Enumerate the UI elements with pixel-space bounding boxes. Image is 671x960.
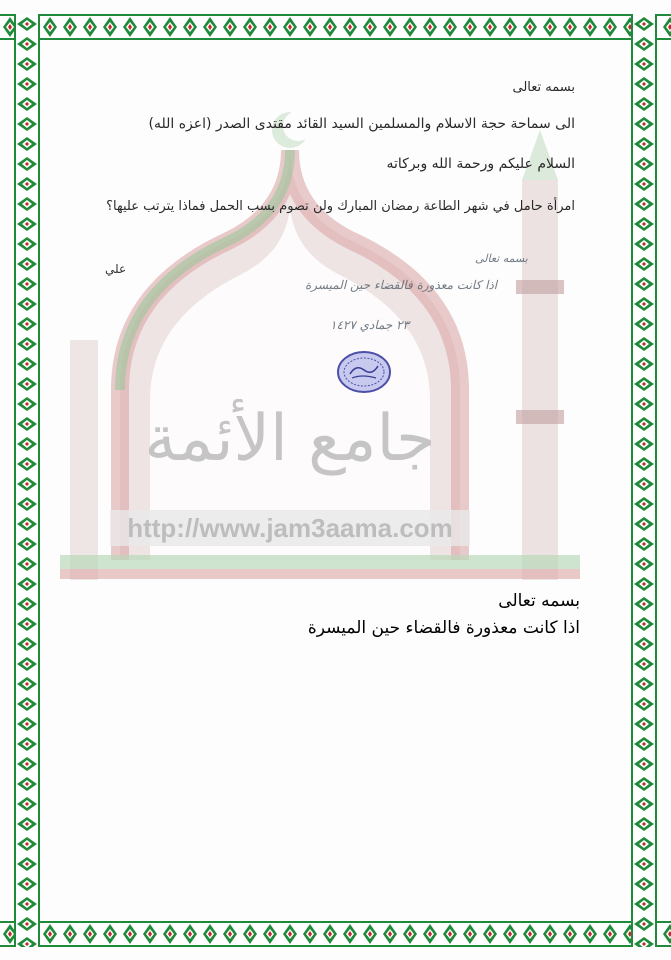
answer-basmala: بسمه تعالى	[498, 591, 580, 611]
question-addressee: الى سماحة حجة الاسلام والمسلمين السيد القائد مقتدى الصدر (اعزه الله)	[148, 116, 575, 132]
handwritten-reply: اذا كانت معذورة فالقضاء حين الميسرة	[305, 278, 498, 292]
answer-text: اذا كانت معذورة فالقضاء حين الميسرة	[307, 618, 580, 638]
question-greeting: السلام عليكم ورحمة الله وبركاته	[386, 156, 575, 172]
handwritten-basmala: بسمه تعالى	[475, 252, 528, 265]
decorative-border-bottom	[0, 921, 671, 947]
watermark-calligraphy: جامع الأئمة	[144, 402, 436, 476]
watermark-url: http://www.jam3aama.com	[127, 513, 453, 543]
question-signer: علي	[105, 262, 127, 276]
decorative-border-left	[14, 14, 40, 947]
office-seal-stamp	[336, 350, 392, 394]
decorative-border-top	[0, 14, 671, 40]
handwritten-date: ٢٣ جمادي ١٤٢٧	[330, 318, 410, 332]
question-body: امرأة حامل في شهر الطاعة رمضان المبارك ولن تصوم بسب الحمل فماذا يترتب عليها؟	[106, 199, 575, 214]
decorative-border-right	[631, 14, 657, 947]
question-basmala: بسمه تعالى	[512, 80, 575, 95]
